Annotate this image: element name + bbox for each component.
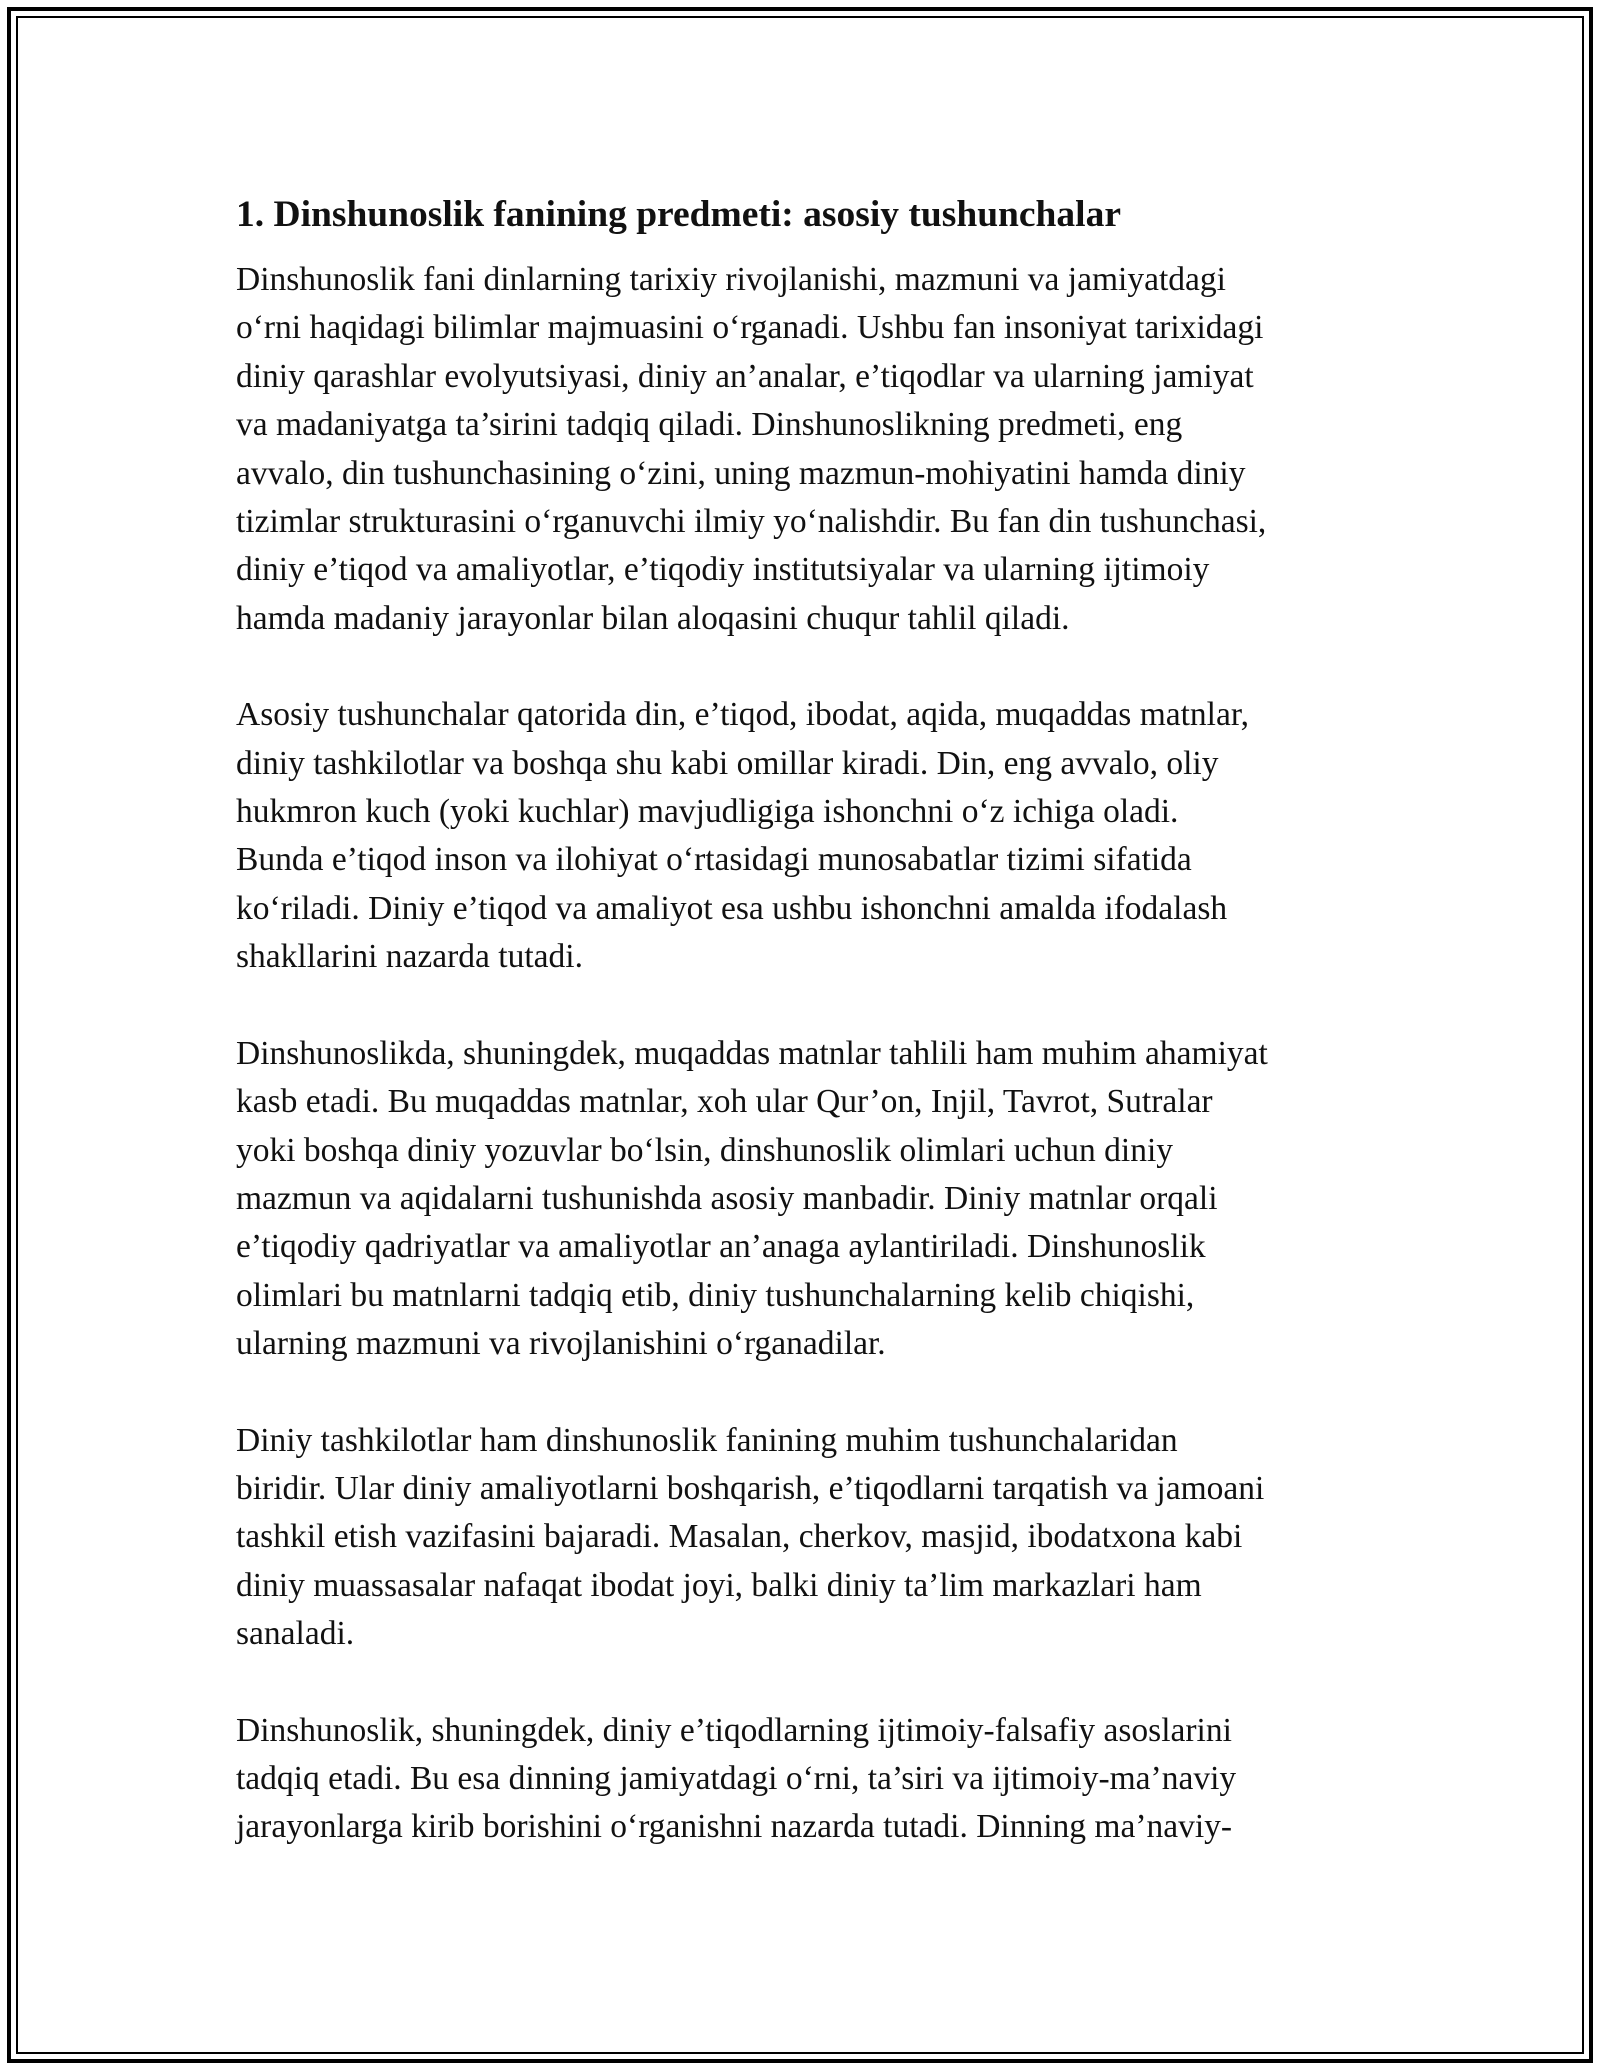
text-line: tashkil etish vazifasini bajaradi. Masalan, cherkov, masjid, ibodatxona kabi	[236, 1518, 1243, 1556]
paragraph-4	[236, 1417, 1376, 1659]
text-line: avvalo, din tushunchasining o‘zini, uning mazmun-mohiyatini hamda diniy	[236, 454, 1246, 492]
text-line: diniy qarashlar evolyutsiyasi, diniy an’analar, e’tiqodlar va ularning jamiyat	[236, 357, 1254, 395]
paragraph-3	[236, 1030, 1376, 1369]
section-heading: 1. Dinshunoslik fanining predmeti: asosiy tushunchalar	[236, 194, 1121, 235]
text-line: Dinshunoslikda, shuningdek, muqaddas matnlar tahlili ham muhim ahamiyat	[236, 1034, 1268, 1072]
text-line: diniy e’tiqod va amaliyotlar, e’tiqodiy institutsiyalar va ularning ijtimoiy	[236, 551, 1210, 589]
text-line: o‘rni haqidagi bilimlar majmuasini o‘rganadi. Ushbu fan insoniyat tarixidagi	[236, 309, 1264, 347]
text-line: ularning mazmuni va rivojlanishini o‘rganadilar.	[236, 1325, 886, 1363]
text-line: diniy tashkilotlar va boshqa shu kabi omillar kiradi. Din, eng avvalo, oliy	[236, 744, 1219, 782]
text-line: jarayonlarga kirib borishini o‘rganishni nazarda tutadi. Dinning ma’naviy-	[236, 1808, 1233, 1846]
text-line: e’tiqodiy qadriyatlar va amaliyotlar an’anaga aylantiriladi. Dinshunoslik	[236, 1228, 1206, 1266]
text-line: mazmun va aqidalarni tushunishda asosiy manbadir. Diniy matnlar orqali	[236, 1179, 1218, 1217]
paragraph-1	[236, 256, 1376, 643]
text-line: shakllarini nazarda tutadi.	[236, 938, 583, 976]
text-line: Dinshunoslik fani dinlarning tarixiy rivojlanishi, mazmuni va jamiyatdagi	[236, 261, 1226, 298]
text-line: tizimlar strukturasini o‘rganuvchi ilmiy yo‘nalishdir. Bu fan din tushunchasi,	[236, 503, 1267, 541]
paragraph-2	[236, 691, 1376, 981]
text-line: ko‘riladi. Diniy e’tiqod va amaliyot esa ushbu ishonchni amalda ifodalash	[236, 889, 1228, 927]
text-line: Bunda e’tiqod inson va ilohiyat o‘rtasidagi munosabatlar tizimi sifatida	[236, 841, 1192, 879]
text-line: hukmron kuch (yoki kuchlar) mavjudligiga ishonchni o‘z ichiga oladi.	[236, 793, 1179, 831]
text-line: va madaniyatga ta’sirini tadqiq qiladi. Dinshunoslikning predmeti, eng	[236, 406, 1183, 444]
text-line: Asosiy tushunchalar qatorida din, e’tiqod, ibodat, aqida, muqaddas matnlar,	[236, 696, 1250, 734]
text-line: diniy muassasalar nafaqat ibodat joyi, balki diniy ta’lim markazlari ham	[236, 1566, 1202, 1604]
text-line: kasb etadi. Bu muqaddas matnlar, xoh ular Qur’on, Injil, Tavrot, Sutralar	[236, 1083, 1213, 1121]
text-line: Dinshunoslik, shuningdek, diniy e’tiqodlarning ijtimoiy-falsafiy asoslarini	[236, 1711, 1232, 1749]
text-line: hamda madaniy jarayonlar bilan aloqasini chuqur tahlil qiladi.	[236, 599, 1070, 637]
text-line: tadqiq etadi. Bu esa dinning jamiyatdagi o‘rni, ta’siri va ijtimoiy-ma’naviy	[236, 1759, 1237, 1797]
text-line: sanaladi.	[236, 1615, 355, 1653]
paragraph-5	[236, 1707, 1376, 1852]
text-line: biridir. Ular diniy amaliyotlarni boshqarish, e’tiqodlarni tarqatish va jamoani	[236, 1469, 1265, 1507]
document-body	[236, 190, 1376, 1900]
text-line: yoki boshqa diniy yozuvlar bo‘lsin, dinshunoslik olimlari uchun diniy	[236, 1131, 1174, 1169]
text-line: Diniy tashkilotlar ham dinshunoslik fanining muhim tushunchalaridan	[236, 1421, 1178, 1459]
text-line: olimlari bu matnlarni tadqiq etib, diniy tushunchalarning kelib chiqishi,	[236, 1276, 1195, 1314]
